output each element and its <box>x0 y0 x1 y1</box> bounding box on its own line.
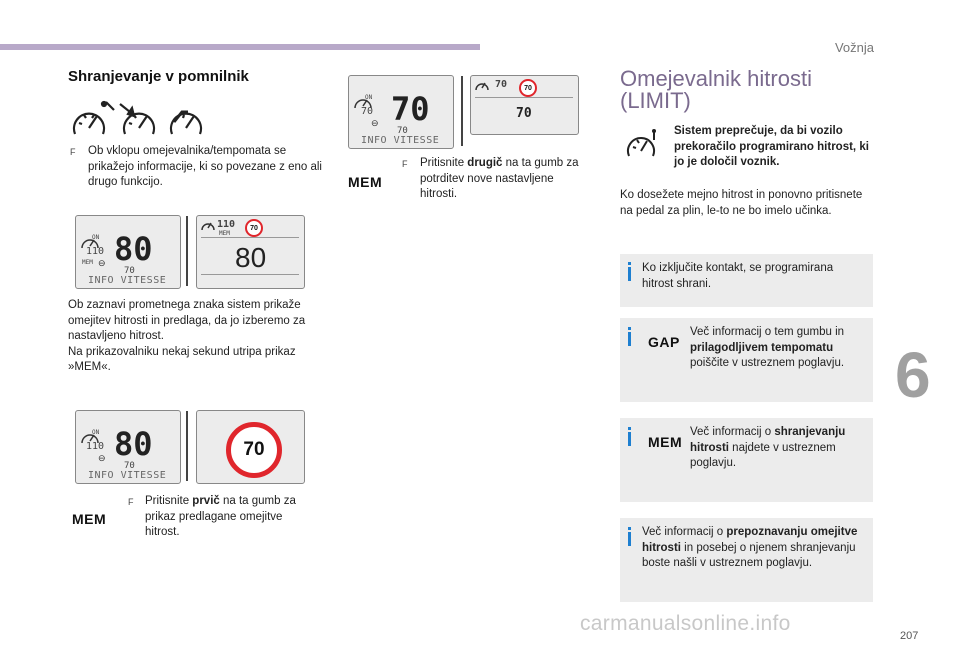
current-speed: 80 <box>114 425 153 463</box>
speed-limit-sign: 70 <box>245 219 263 237</box>
bullet-marker: F <box>70 147 76 157</box>
mem-button-label: MEM <box>648 434 683 450</box>
info-box-mem: MEM Več informacij o shranjevanju hitrosti najdete v ustreznem poglavju. <box>620 418 873 502</box>
divider <box>201 237 299 238</box>
separator <box>461 76 463 146</box>
info-icon <box>628 332 631 346</box>
info-box-memory-saved: Ko izključite kontakt, se programirana hitrost shrani. <box>620 254 873 307</box>
speedometer-icon <box>474 80 490 92</box>
separator <box>186 411 188 481</box>
instrument-display-80-mem <box>75 215 181 289</box>
set-speed: 110 <box>86 246 105 257</box>
bullet-marker: F <box>128 497 134 507</box>
separator <box>186 216 188 286</box>
info-icon <box>628 432 631 446</box>
info-vitesse: INFO VITESSE <box>88 470 167 481</box>
divider <box>475 97 573 98</box>
speed-limit-sign: 70 <box>519 79 537 97</box>
limit-value: 70 <box>397 126 408 136</box>
para-memory-intro: Ob vklopu omejevalnika/tempomata se prikažejo informacije, ki so povezane z eno ali drugo funkcijo. <box>88 145 322 188</box>
bullet-marker: F <box>402 159 408 169</box>
minus-icon: ⊖ <box>98 453 106 463</box>
info-vitesse: INFO VITESSE <box>361 135 440 146</box>
set-speed: 70 <box>495 79 508 90</box>
para-detection: Ob zaznavi prometnega znaka sistem prikaže omejitev hitrosti in predlaga, da jo izberemo za nastavljeno hitrost. Na prikazovalniku nekaj sekund utripa prikaz »MEM«. <box>68 299 306 373</box>
set-speed: 110 <box>217 219 236 230</box>
current-speed: 70 <box>391 90 430 128</box>
instrument-display-70 <box>348 75 454 149</box>
info-icon <box>628 532 631 546</box>
speedometer-arrow-icon <box>120 104 154 134</box>
header-accent-bar <box>0 44 480 50</box>
on-indicator: ON <box>92 234 100 241</box>
speedometer-icon <box>200 220 216 232</box>
current-speed: 80 <box>235 242 267 273</box>
speedometer-icons <box>70 100 210 142</box>
section-title-memory: Shranjevanje v pomnilnik <box>68 68 249 85</box>
instrument-display-sign-110 <box>196 215 305 289</box>
speed-limit-sign: 70 <box>226 422 282 478</box>
page-number: 207 <box>900 630 919 642</box>
mem-button-label: MEM <box>72 511 107 527</box>
info-box-sign-recognition: Več informacij o prepoznavanju omejitve hitrosti in posebej o njenem shranjevanju boste našli v ustreznem poglavju. <box>620 518 873 602</box>
chapter-name: Vožnja <box>834 40 874 55</box>
current-speed: 70 <box>516 106 532 121</box>
chapter-number: 6 <box>895 339 931 411</box>
set-speed: 110 <box>86 441 105 452</box>
instrument-display-sign <box>196 410 305 484</box>
watermark: carmanualsonline.info <box>580 612 791 635</box>
speedometer-icon <box>74 102 114 134</box>
mem-indicator: MEM <box>82 259 93 266</box>
info-icon <box>628 267 631 281</box>
minus-icon: ⊖ <box>371 118 379 128</box>
current-speed: 80 <box>114 230 153 268</box>
limit-value: 70 <box>124 266 135 276</box>
limit-paragraph: Ko dosežete mejno hitrost in ponovno pritisnete na pedal za plin, le-to ne bo imelo učinka. <box>620 189 863 217</box>
instrument-display-sign-70 <box>470 75 579 135</box>
speedometer-limit-icon <box>171 112 201 134</box>
step-first-press: Pritisnite prvič na ta gumb za prikaz predlagane omejitve hitrost. <box>145 495 296 538</box>
on-indicator: ON <box>92 429 100 436</box>
info-box-gap: GAP Več informacij o tem gumbu in prilagodljivem tempomatu poiščite v ustreznem poglavju. <box>620 318 873 402</box>
mem-button-label: MEM <box>348 174 383 190</box>
section-title-limit: Omejevalnik hitrosti (LIMIT) <box>620 66 812 113</box>
gap-button-label: GAP <box>648 334 680 350</box>
on-indicator: ON <box>365 94 373 101</box>
set-speed: 70 <box>361 106 374 117</box>
divider <box>201 274 299 275</box>
limit-intro: Sistem preprečuje, da bi vozilo prekoračilo programirano hitrost, ki jo je določil voznik. <box>674 125 869 168</box>
limit-value: 70 <box>124 461 135 471</box>
minus-icon: ⊖ <box>98 258 106 268</box>
step-second-press: Pritisnite drugič na ta gumb za potrditev nove nastavljene hitrosti. <box>420 157 579 200</box>
mem-indicator: MEM <box>219 230 230 237</box>
instrument-display-80 <box>75 410 181 484</box>
speedometer-icon <box>626 128 660 160</box>
info-vitesse: INFO VITESSE <box>88 275 167 286</box>
